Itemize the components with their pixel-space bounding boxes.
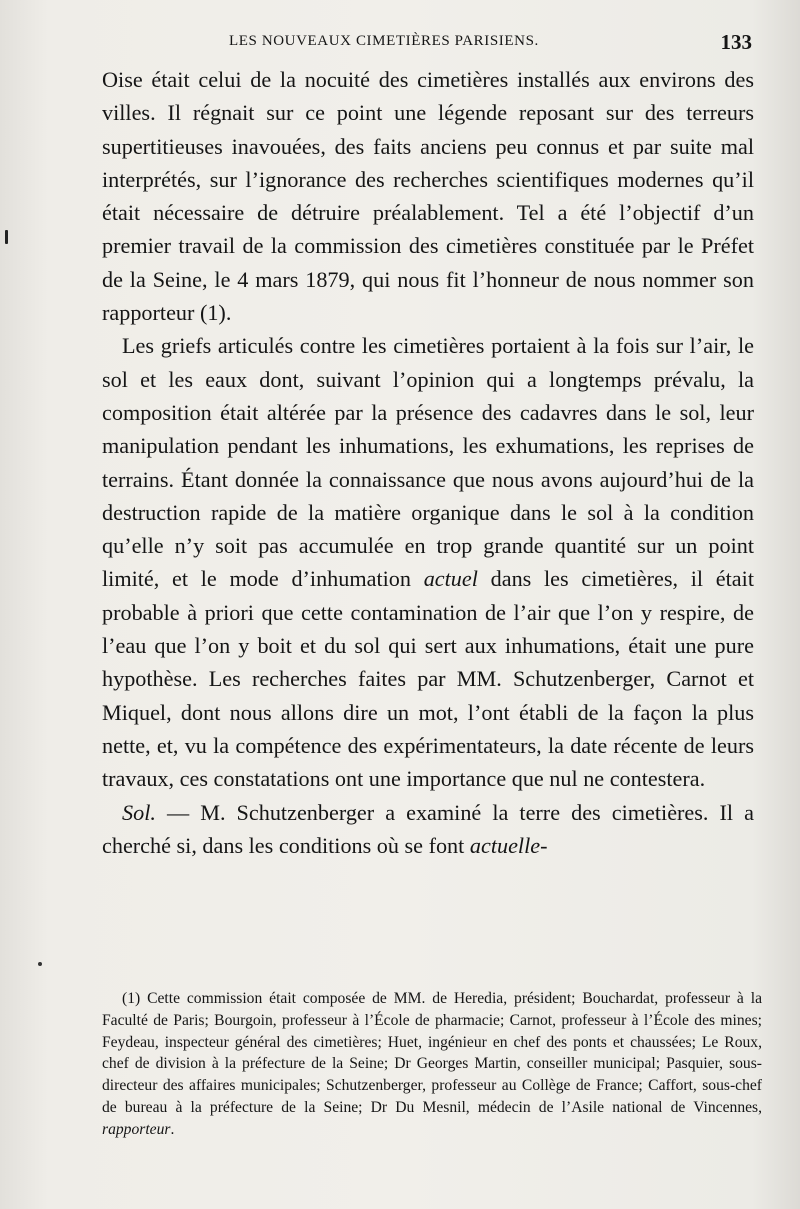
paragraph-2 [102, 329, 754, 795]
paragraph-2-text-a: Les griefs articulés contre les cimetières portaient à la fois sur l’air, le sol et les eaux dont, suivant l’opinion qui a longtemps prévalu, la composition était altérée par la présence des cadavres dans le sol, leur manipulation pendant les inhumations, les exhumations, les reprises de terrains. Étant donnée la connaissance que nous avons aujourd’hui de la destruction rapide de la matière organique dans le sol à la condition qu’elle n’y soit pas accumulée en trop grande quantité sur un point limité, et le mode d’inhumation [102, 333, 754, 592]
paragraph-1-text: Oise était celui de la nocuité des cimetières installés aux environs des villes. Il régnait sur ce point une légende reposant sur des terreurs supertitieuses inavouées, des faits anciens peu connus et par suite mal interprétés, sur l’ignorance des recherches scientifiques modernes qu’il était nécessaire de détruire préalablement. Tel a été l’objectif d’un premier travail de la commission des cimetières constituée par le Préfet de la Seine, le 4 mars 1879, qui nous fit l’honneur de nous nommer son rapporteur (1). [102, 67, 754, 326]
page-number: 133 [720, 30, 752, 54]
footnote-end: . [170, 1120, 175, 1138]
running-title: LES NOUVEAUX CIMETIÈRES PARISIENS. [229, 33, 539, 49]
paragraph-3-text: — M. Schutzenberger a examiné la terre des cimetières. Il a cherché si, dans les conditions où se font [102, 799, 754, 858]
paragraph-1 [102, 63, 754, 329]
footnote-1 [102, 988, 762, 1141]
italic-actuellement: actuelle- [469, 832, 548, 858]
margin-dot [38, 962, 42, 966]
italic-actuel: actuel [423, 566, 478, 592]
footnote-1-text: (1) Cette commission était composée de MM. de Heredia, président; Bouchardat, professeur à la Faculté de Paris; Bourgoin, professeur à l’École de pharmacie; Carnot, professeur à l’École des mines; Feydeau, inspecteur général des cimetières; Huet, ingénieur en chef des ponts et chaussées; Le Roux, chef de division à la préfecture de la Seine; Dr Georges Martin, conseiller municipal; Pasquier, sous-directeur des affaires municipales; Schutzenberger, professeur au Collège de France; Caffort, sous-chef de bureau à la préfecture de la Seine; Dr Du Mesnil, médecin de l’Asile national de Vincennes, [102, 990, 762, 1116]
margin-mark [5, 230, 8, 244]
footnote [102, 988, 762, 1141]
page-header [102, 30, 752, 59]
paragraph-3 [102, 796, 754, 863]
paragraph-2-text-b: dans les cimetières, il était probable à priori que cette contamination de l’air que l’on y respire, de l’eau que l’on y boit et du sol qui sert aux inhumations, était une pure hypothèse. Les recherches faites par MM. Schutzenberger, Carnot et Miquel, dont nous allons dire un mot, l’ont établi de la façon la plus nette, et, vu la compétence des expérimentateurs, la date récente de leurs travaux, ces constatations ont une importance que nul ne contestera. [102, 566, 754, 792]
section-label-sol: Sol. [122, 799, 156, 825]
footnote-italic-rapporteur: rapporteur [102, 1120, 171, 1138]
main-text [102, 63, 754, 862]
